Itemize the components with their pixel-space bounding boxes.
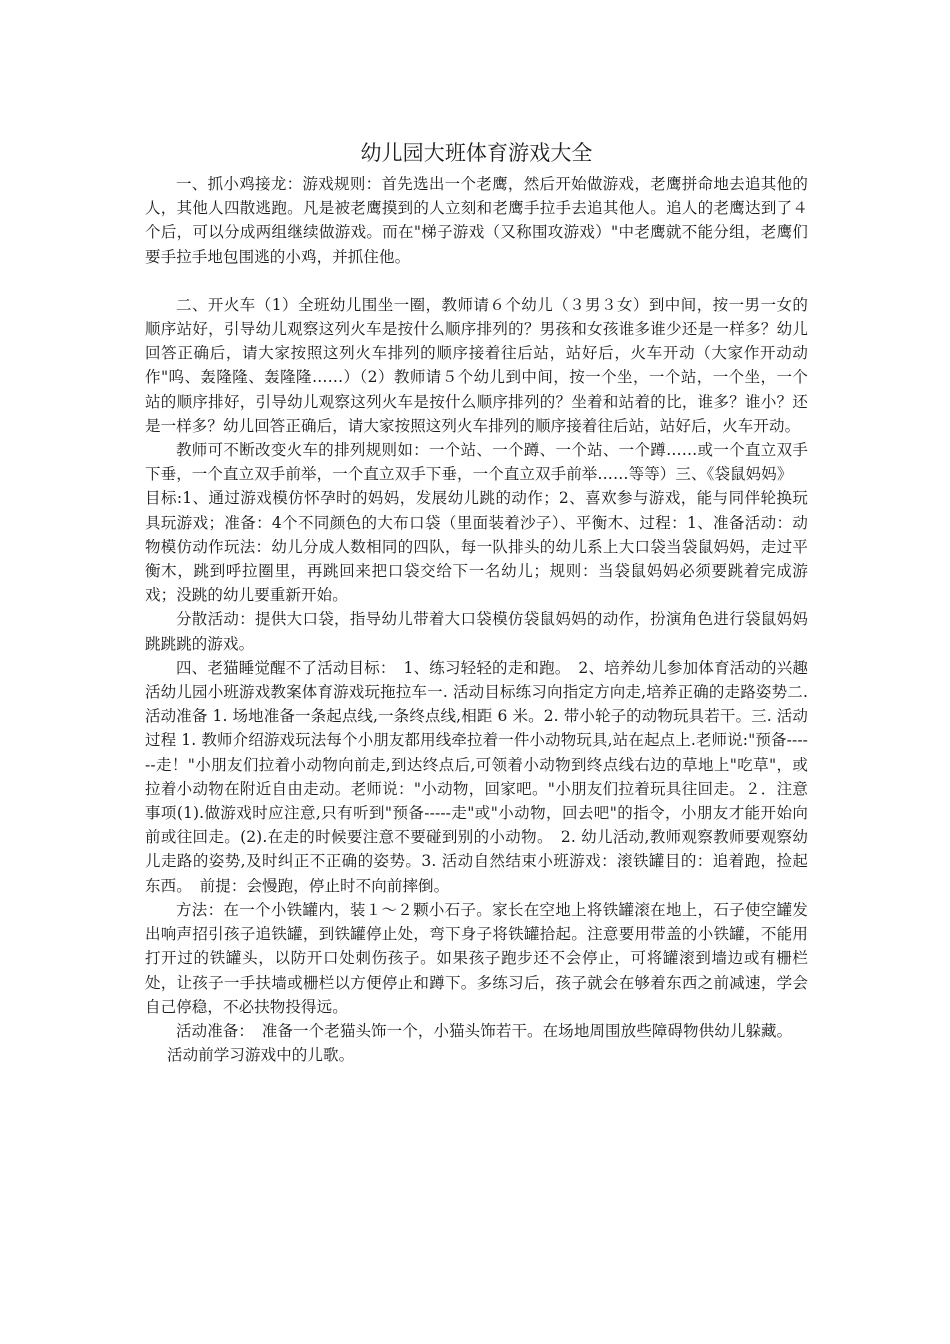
paragraph-old-cat: 四、老猫睡觉醒不了活动目标： 1、练习轻轻的走和跑。 2、培养幼儿参加体育活动的兴趣活幼儿园小班游戏教案体育游戏玩拖拉车一. 活动目标练习向指定方向走,培养正确的走路姿势二. 活动准备 1. 场地准备一条起点线,一条终点线,相距 6 米。2. 带小轮子的动物玩具若干。三. 活动过程 1. 教师介绍游戏玩法每个小朋友都用线牵拉着一件小动物玩具,站在起点上.老师说:"预备------走！"小朋友们拉着小动物向前走,到达终点后,可领着小动物到终点线右边的草地上"吃草"，或拉着小动物在附近自由走动。老师说："小动物，回家吧。"小朋友们拉着玩具往回走。２．注意事项(1).做游戏时应注意,只有听到"预备-----走"或"小动物，回去吧"的指令，小朋友才能开始向前或往回走。(2).在走的时候要注意不要碰到别的小动物。 2. 幼儿活动,教师观察教师要观察幼儿走路的姿势,及时纠正不正确的姿势。3. 活动自然结束小班游戏：滚铁罐目的：追着跑，捡起东西。 前提：会慢跑，停止时不向前摔倒。 xyxy=(145,658,808,895)
document-body xyxy=(145,138,808,1067)
paragraph-preparation: 活动准备： 准备一个老猫头饰一个，小猫头饰若干。在场地周围放些障碍物供幼儿躲藏。 xyxy=(176,1021,793,1040)
paragraph-kangaroo-activity: 分散活动：提供大口袋，指导幼儿带着大口袋模仿袋鼠妈妈的动作，扮演角色进行袋鼠妈妈跳跳跳的游戏。 xyxy=(145,610,808,653)
blank-line xyxy=(145,269,808,293)
paragraph-catch-chicken: 一、抓小鸡接龙：游戏规则：首先选出一个老鹰，然后开始做游戏，老鹰拼命地去追其他的人，其他人四散逃跑。凡是被老鹰摸到的人立刻和老鹰手拉手去追其他人。追人的老鹰达到了４个后，可以分成两组继续做游戏。而在"梯子游戏（又称围攻游戏）"中老鹰就不能分组，老鹰们要手拉手地包围逃的小鸡，并抓住他。 xyxy=(145,175,808,266)
paragraph-method: 方法：在一个小铁罐内，装１～２颗小石子。家长在空地上将铁罐滚在地上，石子使空罐发出响声招引孩子追铁罐，到铁罐停止处，弯下身子将铁罐拾起。注意要用带盖的小铁罐，不能用打开过的铁罐头，以防开口处刺伤孩子。如果孩子跑步还不会停止，可将罐滚到墙边或有栅栏处，让孩子一手扶墙或栅栏以方便停止和蹲下。多练习后，孩子就会在够着东西之前减速，学会自己停稳，不必扶物投得远。 xyxy=(145,900,808,1016)
paragraph-kangaroo-goals: 目标:1、通过游戏模仿怀孕时的妈妈，发展幼儿跳的动作；2、喜欢参与游戏，能与同伴轮换玩具玩游戏；准备：4个不同颜色的大布口袋（里面装着沙子）、平衡木、过程：1、准备活动：动物模仿动作玩法：幼儿分成人数相同的四队，每一队排头的幼儿系上大口袋当袋鼠妈妈，走过平衡木，跳到呼拉圈里，再跳回来把口袋交给下一名幼儿；规则：当袋鼠妈妈必须要跳着完成游戏；没跳的幼儿要重新开始。 xyxy=(145,489,808,605)
document-title: 幼儿园大班体育游戏大全 xyxy=(360,141,593,165)
paragraph-train: 二、开火车（1）全班幼儿围坐一圈，教师请６个幼儿（３男３女）到中间，按一男一女的顺序站好，引导幼儿观察这列火车是按什么顺序排列的？男孩和女孩谁多谁少还是一样多？幼儿回答正确后，请大家按照这列火车排列的顺序接着往后站，站好后，火车开动（大家作开动动作"呜、轰隆隆、轰隆隆……）（2）教师请５个幼儿到中间，按一个坐，一个站，一个坐，一个站的顺序排好，引导幼儿观察这列火车是按什么顺序排列的？坐着和站着的比，谁多？谁小？还是一样多？幼儿回答正确后，请大家按照这列火车排列的顺序接着往后站，站好后，火车开动。 xyxy=(145,295,808,435)
paragraph-train-rules: 教师可不断改变火车的排列规则如：一个站、一个蹲、一个站、一个蹲……或一个直立双手下垂，一个直立双手前举，一个直立双手下垂，一个直立双手前举……等等）三、《袋鼠妈妈》 xyxy=(145,441,808,484)
paragraph-nursery-rhyme: 活动前学习游戏中的儿歌。 xyxy=(167,1046,355,1065)
